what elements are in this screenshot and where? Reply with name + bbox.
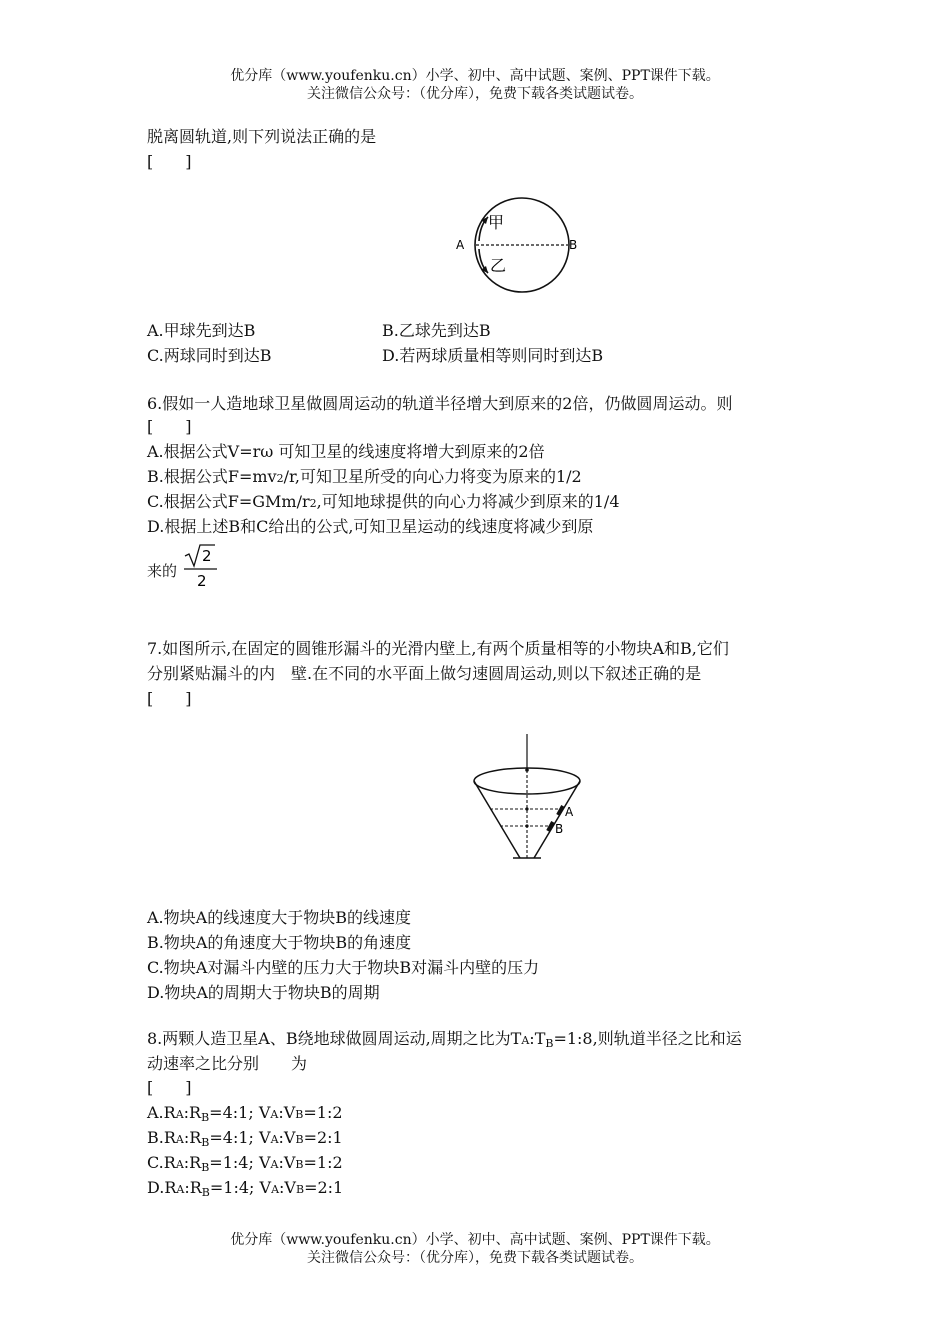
label-b: B bbox=[569, 238, 578, 252]
q8-option-d: D.RA:RB=1:4; VA:VB=2:1 bbox=[147, 1178, 344, 1199]
footer-line-2: 关注微信公众号：（优分库），免费下载各类试题试卷。 bbox=[307, 1250, 643, 1266]
label-jia: 甲 bbox=[488, 213, 505, 232]
q8-option-c: C.RA:RB=1:4; VA:VB=1:2 bbox=[147, 1153, 343, 1174]
q6-answer-bracket: [ ] bbox=[147, 417, 192, 436]
q6-stem: 6.假如一人造地球卫星做圆周运动的轨道半径增大到原来的2倍，仍做圆周运动。则 bbox=[147, 394, 733, 413]
block-a bbox=[558, 806, 563, 815]
q5-option-c: C.两球同时到达B bbox=[147, 346, 272, 365]
fraction-prefix: 来的 bbox=[147, 562, 178, 580]
cone-right-wall bbox=[534, 781, 580, 858]
q8-stem-line-2: 动速率之比分别 为 bbox=[147, 1054, 308, 1073]
q6-option-c: C.根据公式F=GMm/r2,可知地球提供的向心力将减少到原来的1/4 bbox=[147, 492, 620, 511]
q7-cone-figure bbox=[465, 728, 590, 868]
q5-circle-figure bbox=[450, 195, 585, 300]
fraction-numerator: 2 bbox=[202, 547, 212, 565]
q7-stem-line-1: 7.如图所示,在固定的圆锥形漏斗的光滑内壁上,有两个质量相等的小物块A和B,它们 bbox=[147, 639, 729, 658]
q5-option-a: A.甲球先到达B bbox=[147, 321, 256, 340]
q7-option-a: A.物块A的线速度大于物块B的线速度 bbox=[147, 908, 411, 927]
label-a: A bbox=[456, 238, 465, 252]
q8-answer-bracket: [ ] bbox=[147, 1078, 192, 1097]
sqrt2-over-2 bbox=[181, 542, 221, 592]
header-line-1: 优分库（www.youfenku.cn）小学、初中、高中试题、案例、PPT课件下载。 bbox=[230, 68, 720, 84]
page-footer bbox=[0, 1231, 950, 1267]
q8-option-b: B.RA:RB=4:1; VA:VB=2:1 bbox=[147, 1128, 343, 1149]
q6-option-b: B.根据公式F=mv2/r,可知卫星所受的向心力将变为原来的1/2 bbox=[147, 467, 582, 486]
q5-stem: 脱离圆轨道,则下列说法正确的是 bbox=[147, 127, 377, 146]
page-header bbox=[0, 67, 950, 103]
q5-option-b: B.乙球先到达B bbox=[382, 321, 491, 340]
q7-option-b: B.物块A的角速度大于物块B的角速度 bbox=[147, 933, 412, 952]
footer-line-1: 优分库（www.youfenku.cn）小学、初中、高中试题、案例、PPT课件下载。 bbox=[230, 1232, 720, 1248]
block-b bbox=[548, 822, 553, 831]
header-line-2: 关注微信公众号：（优分库），免费下载各类试题试卷。 bbox=[307, 86, 643, 102]
q7-option-c: C.物块A对漏斗内壁的压力大于物块B对漏斗内壁的压力 bbox=[147, 958, 540, 977]
label-b: B bbox=[555, 822, 564, 836]
q6-option-d: D.根据上述B和C给出的公式,可知卫星运动的线速度将减少到原 bbox=[147, 517, 594, 536]
fraction-denominator: 2 bbox=[197, 572, 207, 590]
q5-option-d: D.若两球质量相等则同时到达B bbox=[382, 346, 604, 365]
label-yi: 乙 bbox=[490, 256, 507, 275]
q5-answer-bracket: [ ] bbox=[147, 152, 192, 171]
cone-left-wall bbox=[474, 781, 520, 858]
q6-option-a: A.根据公式V=rω 可知卫星的线速度将增大到原来的2倍 bbox=[147, 442, 545, 461]
q8-option-a: A.RA:RB=4:1; VA:VB=1:2 bbox=[147, 1103, 343, 1124]
q8-stem-line-1: 8.两颗人造卫星A、B绕地球做圆周运动,周期之比为TA:TB=1:8,则轨道半径之比和运 bbox=[147, 1029, 742, 1050]
q7-option-d: D.物块A的周期大于物块B的周期 bbox=[147, 983, 380, 1002]
q7-stem-line-2: 分别紧贴漏斗的内 壁.在不同的水平面上做匀速圆周运动,则以下叙述正确的是 bbox=[147, 664, 702, 683]
q7-answer-bracket: [ ] bbox=[147, 689, 192, 708]
label-a: A bbox=[565, 805, 574, 819]
